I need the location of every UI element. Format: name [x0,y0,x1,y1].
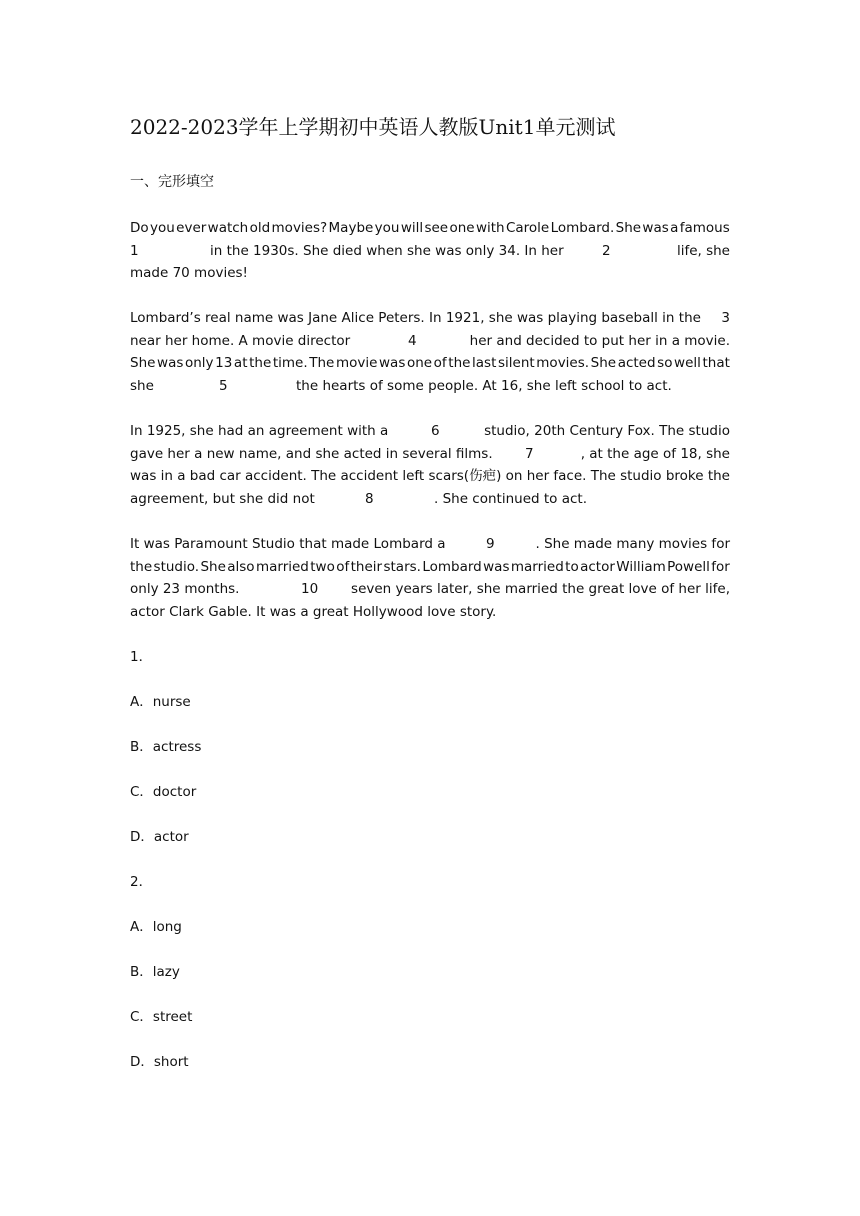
word: at [233,355,248,371]
text-run: In 1925, she had an agreement with a [130,423,389,439]
text-run: near her home. A movie director [130,332,351,349]
passage-paragraph-3 [130,420,730,510]
word: in [160,468,173,484]
word: you [150,220,175,236]
section-heading: 一、完形填空 [130,174,214,190]
word: one [449,220,475,236]
word: bad [189,468,216,484]
blank-number: 5 [219,377,228,394]
word: left [402,468,425,484]
text-run: the hearts of some people. At 16, she left school to act. [296,377,672,394]
word: studio. [153,558,200,575]
word: for [711,558,730,575]
blank-number: 1 [130,242,139,259]
word: two [310,558,335,575]
word: her [526,468,550,484]
word: Lombard [422,558,482,575]
paragraph-line [130,240,730,263]
word: Do [130,220,149,236]
word: was [483,558,510,575]
text-run: her and decided to put her in a movie. [469,332,730,349]
paragraph-line [130,420,730,443]
paragraph-line [130,533,730,556]
paragraph-line [130,488,730,511]
text-run: Lombard’s real name was Jane Alice Peters. In 1921, she was playing baseball in the [130,310,701,326]
paragraph-line [130,262,730,285]
word: that [702,355,730,371]
word: to [565,558,579,575]
blank-number: 9 [486,536,495,552]
text-run: gave her a new name, and she acted in several films. [130,445,493,462]
word: a [670,220,679,236]
word: Powell [667,558,710,575]
word: She [615,220,642,236]
blank-number: 2 [602,242,611,259]
text-run: actor Clark Gable. It was a great Hollywood love story. [130,603,497,620]
text-run: she [130,377,154,394]
word: accident. [244,468,307,484]
word: silent [497,355,535,371]
text-run: only 23 months. [130,581,240,597]
answer-option[interactable]: B．actress [130,739,202,755]
word: Maybe [328,220,374,236]
text-run: . She continued to act. [434,490,587,507]
word: married [510,558,564,575]
word: well [674,355,701,371]
paragraph-line [130,217,730,240]
word: see [424,220,449,236]
word: on [505,468,523,484]
passage-paragraph-2 [130,307,730,397]
blank-number: 6 [431,423,440,439]
answer-option[interactable]: A．long [130,919,182,935]
word: watch [207,220,249,236]
blank-number: 7 [525,445,534,462]
word: married [255,558,309,575]
paragraph-line [130,375,730,398]
word: of [433,355,447,371]
answer-option[interactable]: D．short [130,1054,189,1070]
word: studio [620,468,662,484]
word: last [472,355,497,371]
question-number: 1． [130,649,153,665]
word: was [130,468,157,484]
word: a [177,468,186,484]
paragraph-line [130,307,730,330]
word: the [130,558,153,575]
text-run: agreement, but she did not [130,490,315,507]
text-run: in the 1930s. She died when she was only 34. In her [210,242,564,259]
word: movies? [271,220,328,236]
paragraph-line [130,443,730,466]
word: The [309,355,335,371]
answer-option[interactable]: B．lazy [130,964,180,980]
paragraph-line [130,556,730,579]
word: The [590,468,616,484]
word: movies. [536,355,590,371]
word: was [642,220,669,236]
paragraph-line [130,578,730,601]
word: one [406,355,433,371]
word: with [475,220,505,236]
word: She [590,355,617,371]
question-number: 2． [130,874,153,890]
word: was [157,355,184,371]
word: stars. [383,558,421,575]
paragraph-line [130,352,730,375]
blank-number: 3 [721,310,730,326]
passage-paragraph-4 [130,533,730,623]
word: accident [340,468,399,484]
word: acted [617,355,656,371]
word: the [707,468,730,484]
word: William [616,558,666,575]
word: The [311,468,337,484]
word: their [350,558,383,575]
text-run: made 70 movies! [130,265,248,281]
blank-number: 10 [301,581,319,597]
paragraph-line [130,601,730,624]
blank-number: 4 [408,332,417,349]
passage-paragraph-1 [130,217,730,285]
word: Carole [505,220,550,236]
word: time. [272,355,308,371]
word: broke [665,468,704,484]
word: face. [553,468,587,484]
text-run: It was Paramount Studio that made Lombard a [130,536,446,552]
blank-number: 8 [365,490,374,507]
word: will [400,220,424,236]
word: car [219,468,241,484]
answer-option[interactable]: C．street [130,1009,193,1025]
answer-option[interactable]: A．nurse [130,694,191,710]
text-run: , at the age of 18, she [580,445,730,462]
word: only [184,355,214,371]
text-run: . She made many movies for [535,536,730,552]
paragraph-line [130,465,730,488]
word: famous [679,220,730,236]
word: movie [335,355,378,371]
word: old [249,220,271,236]
word: the [249,355,272,371]
word: 13 [215,355,233,371]
word: actor [580,558,615,575]
word: you [374,220,400,236]
word: also [227,558,255,575]
answer-option[interactable]: D．actor [130,829,189,845]
word: Lombard. [550,220,615,236]
word: of [336,558,350,575]
word: so [657,355,673,371]
text-run: seven years later, she married the great love of her life, [351,581,730,597]
word: was [379,355,406,371]
word: She [130,355,156,371]
word: the [448,355,471,371]
word: ever [176,220,207,236]
text-run: life, she [676,242,730,259]
text-run: studio, 20th Century Fox. The studio [484,423,730,439]
word: She [200,558,226,575]
page-title: 2022-2023学年上学期初中英语人教版Unit1单元测试 [130,115,616,139]
word: scars(伤疤) [428,468,502,484]
answer-option[interactable]: C．doctor [130,784,197,800]
paragraph-line [130,330,730,353]
